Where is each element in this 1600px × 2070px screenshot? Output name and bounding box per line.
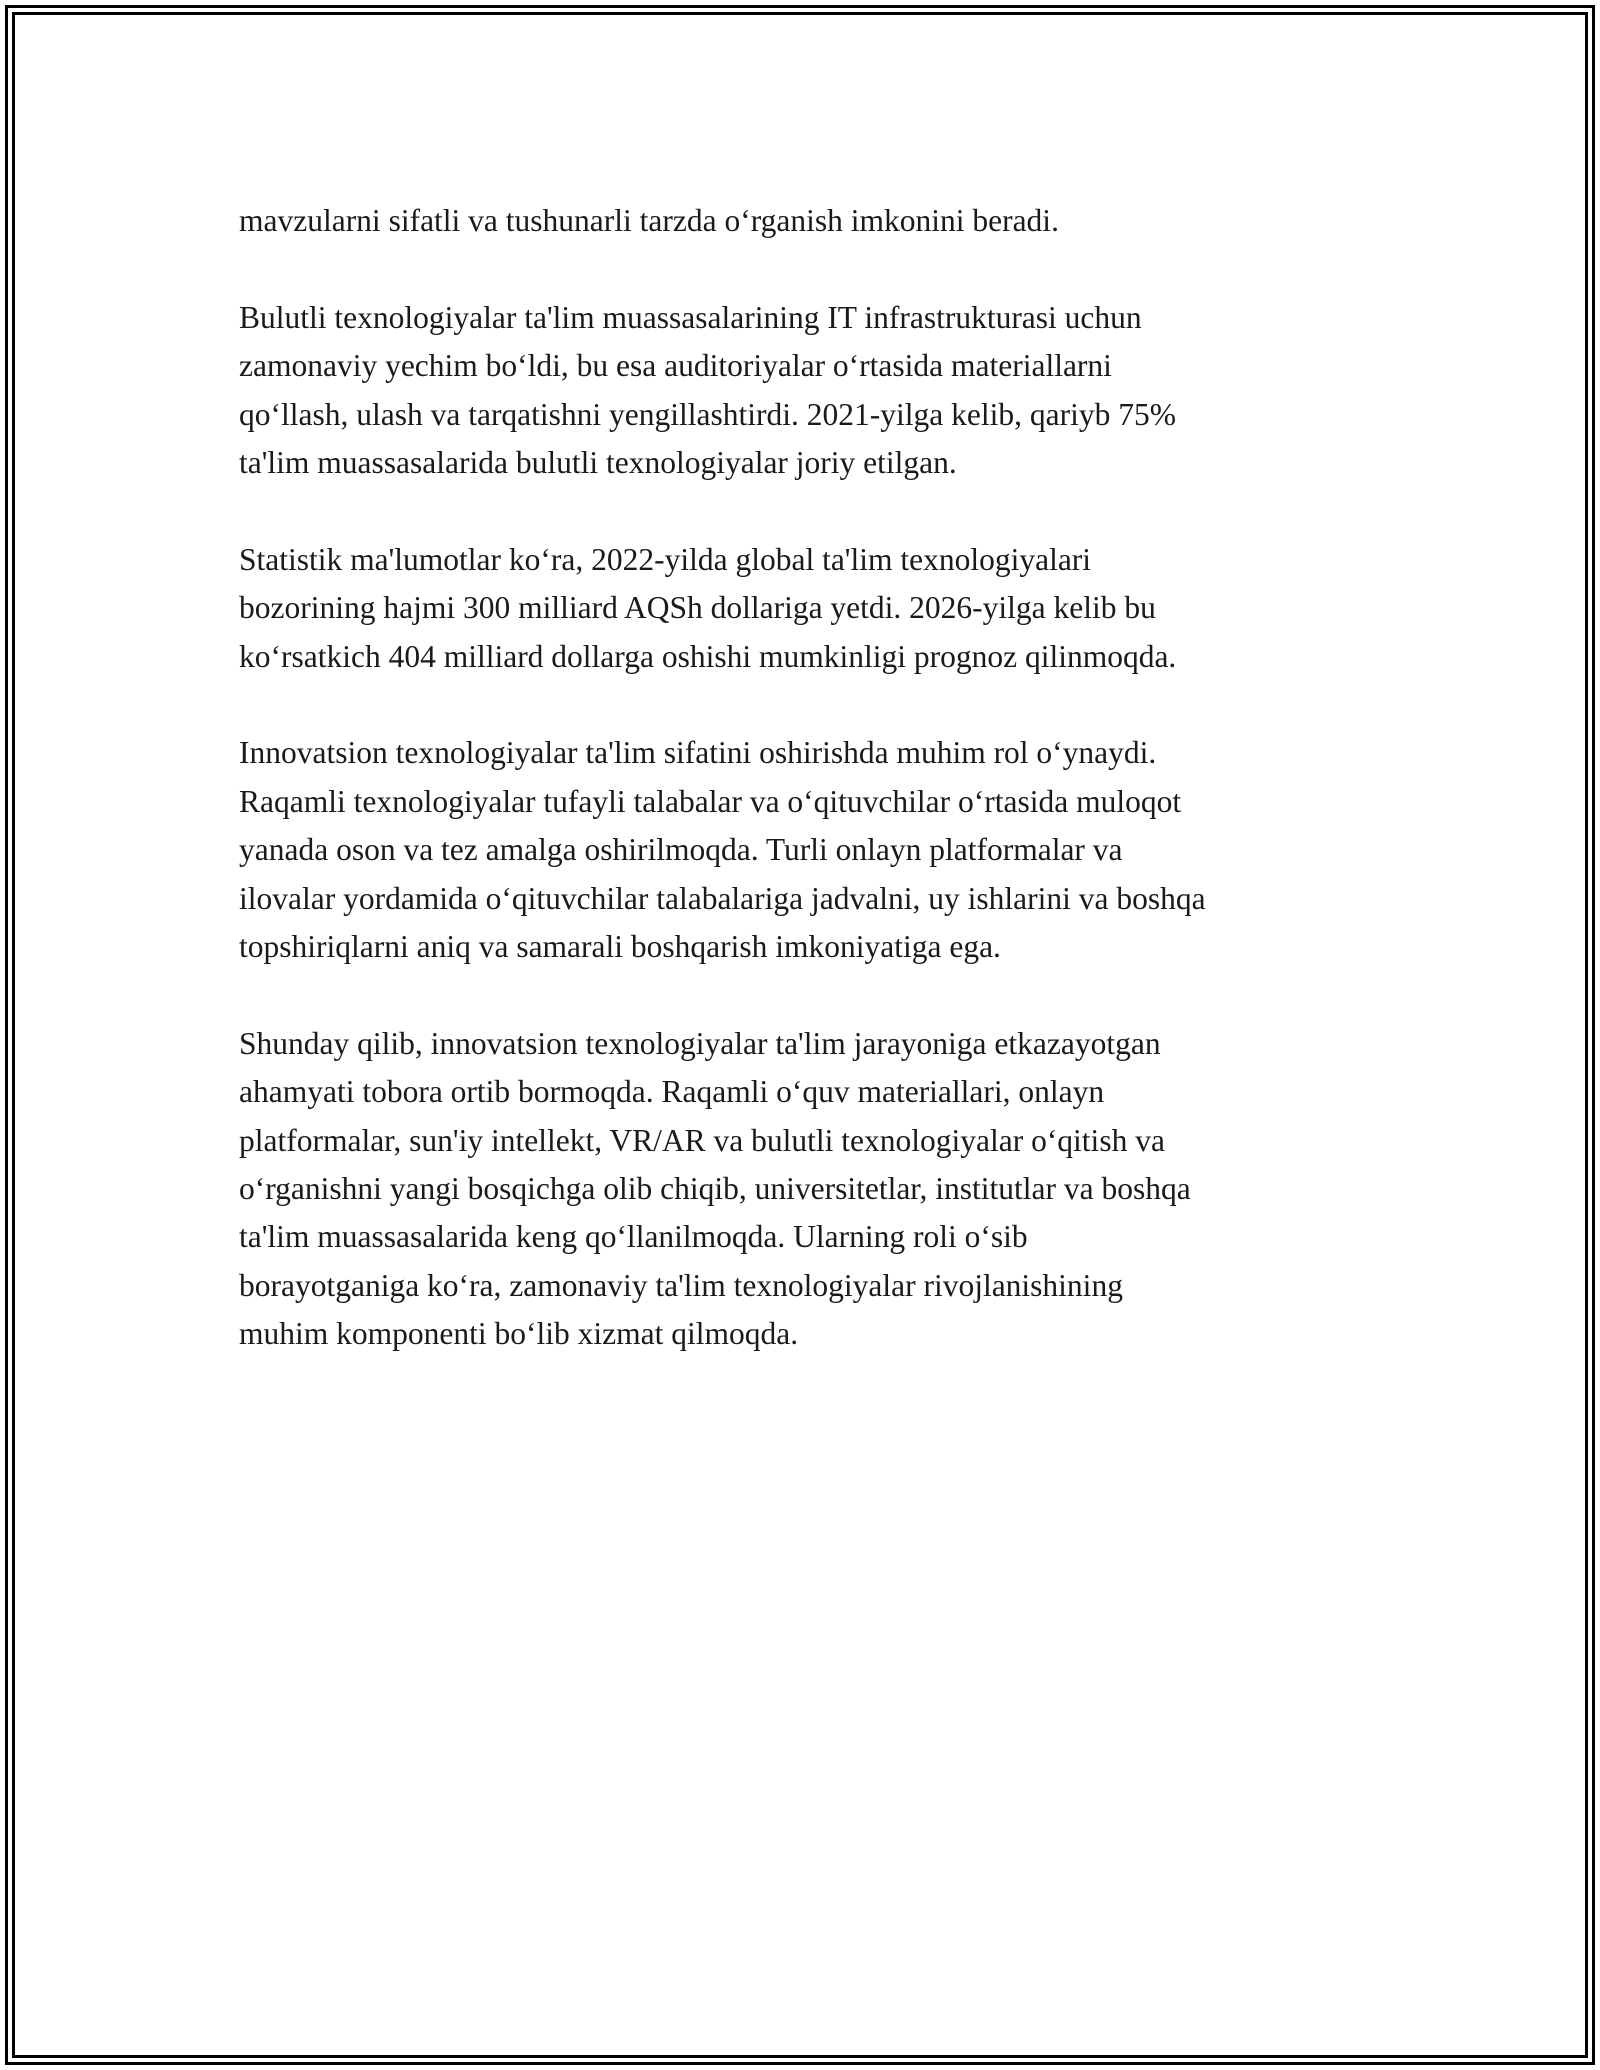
document-body <box>239 197 1399 1359</box>
page-outer-border <box>5 5 1595 2065</box>
text-line: Shunday qilib, innovatsion texnologiyalar ta'lim jarayoniga etkazayotgan <box>239 1025 1161 1061</box>
text-line: Bulutli texnologiyalar ta'lim muassasalarining IT infrastrukturasi uchun <box>239 299 1142 335</box>
text-line: platformalar, sun'iy intellekt, VR/AR va bulutli texnologiyalar o‘qitish va <box>239 1122 1165 1158</box>
text-line: yanada oson va tez amalga oshirilmoqda. Turli onlayn platformalar va <box>239 832 1123 868</box>
text-line: ahamyati tobora ortib bormoqda. Raqamli o‘quv materiallari, onlayn <box>239 1074 1105 1110</box>
text-line: topshiriqlarni aniq va samarali boshqarish imkoniyatiga ega. <box>239 929 1001 965</box>
text-line: zamonaviy yechim bo‘ldi, bu esa auditoriyalar o‘rtasida materiallarni <box>239 348 1112 384</box>
paragraph-2 <box>239 294 1399 488</box>
text-line: ko‘rsatkich 404 milliard dollarga oshishi mumkinligi prognoz qilinmoqda. <box>239 638 1177 674</box>
page-inner-border <box>12 12 1588 2058</box>
paragraph-5 <box>239 1020 1399 1359</box>
paragraph-4 <box>239 729 1399 971</box>
text-line: muhim komponenti bo‘lib xizmat qilmoqda. <box>239 1316 799 1352</box>
text-line: o‘rganishni yangi bosqichga olib chiqib, universitetlar, institutlar va boshqa <box>239 1171 1191 1207</box>
text-line: bozorining hajmi 300 milliard AQSh dollariga yetdi. 2026-yilga kelib bu <box>239 590 1156 626</box>
text-line: Statistik ma'lumotlar ko‘ra, 2022-yilda global ta'lim texnologiyalari <box>239 541 1092 577</box>
paragraph-3 <box>239 536 1399 681</box>
text-line: ilovalar yordamida o‘qituvchilar talabalariga jadvalni, uy ishlarini va boshqa <box>239 880 1206 916</box>
text-line: mavzularni sifatli va tushunarli tarzda o‘rganish imkonini beradi. <box>239 203 1059 238</box>
text-line: Innovatsion texnologiyalar ta'lim sifatini oshirishda muhim rol o‘ynaydi. <box>239 735 1157 771</box>
text-line: ta'lim muassasalarida bulutli texnologiyalar joriy etilgan. <box>239 445 957 481</box>
text-line: borayotganiga ko‘ra, zamonaviy ta'lim texnologiyalar rivojlanishining <box>239 1267 1123 1303</box>
paragraph-1 <box>239 197 1399 245</box>
text-line: ta'lim muassasalarida keng qo‘llanilmoqda. Ularning roli o‘sib <box>239 1219 1028 1255</box>
text-line: Raqamli texnologiyalar tufayli talabalar va o‘qituvchilar o‘rtasida muloqot <box>239 783 1182 819</box>
text-line: qo‘llash, ulash va tarqatishni yengillashtirdi. 2021-yilga kelib, qariyb 75% <box>239 396 1176 432</box>
